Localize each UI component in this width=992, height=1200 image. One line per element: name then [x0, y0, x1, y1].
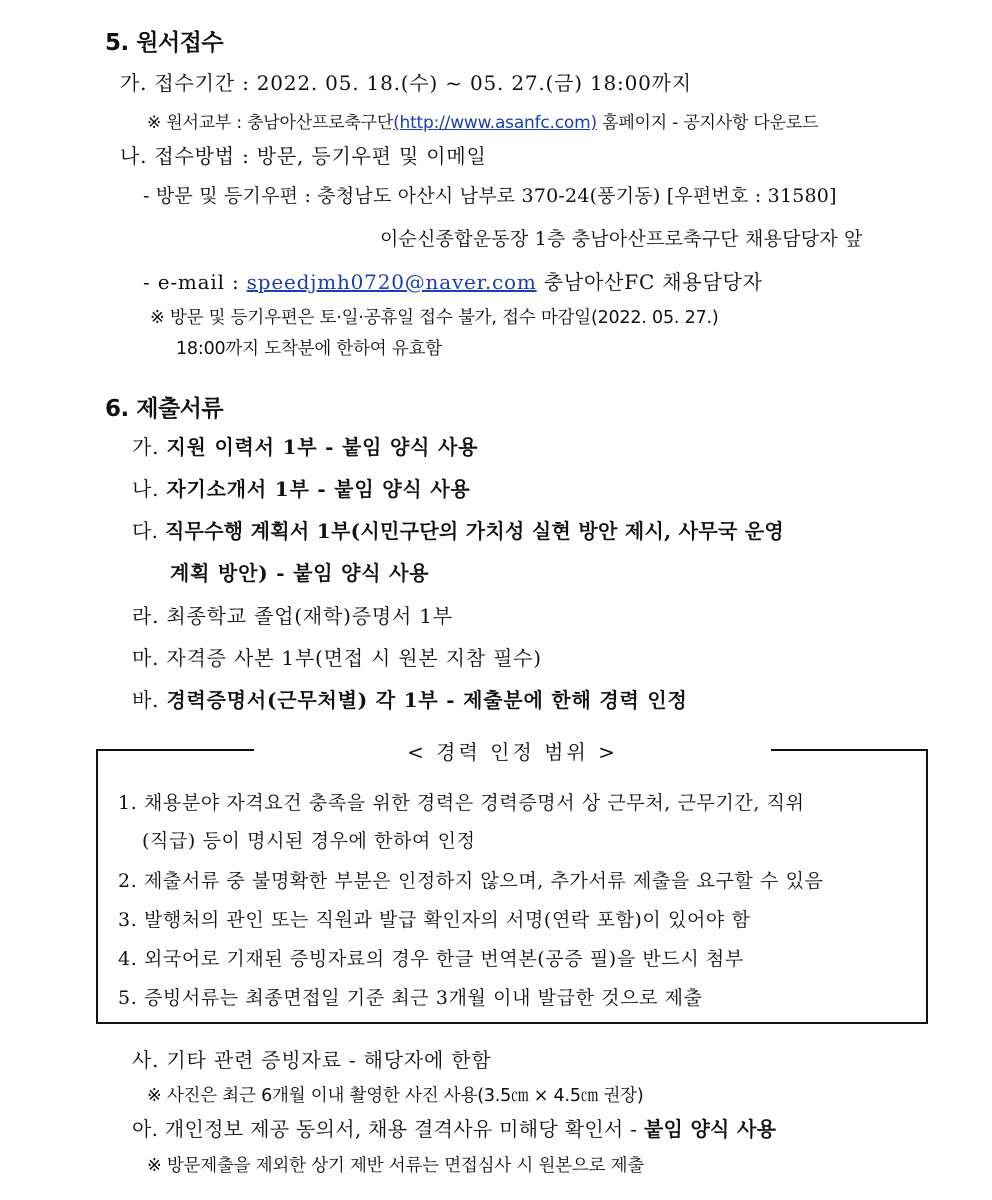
- doc-item-ra: 라. 최종학교 졸업(재학)증명서 1부: [132, 604, 453, 628]
- note-suffix: 홈페이지 - 공지사항 다운로드: [596, 113, 819, 133]
- section5-heading: 5. 원서접수: [105, 30, 224, 56]
- application-period: 가. 접수기간 : 2022. 05. 18.(수) ~ 05. 27.(금) 18:00까지: [120, 71, 692, 95]
- career-rule-1: 1. 채용분야 자격요건 충족을 위한 경력은 경력증명서 상 근무처, 근무기간, 직위: [118, 792, 805, 814]
- application-method: 나. 접수방법 : 방문, 등기우편 및 이메일: [120, 144, 487, 168]
- doc-item-da-marker: 다.: [132, 519, 165, 543]
- doc-item-na: [132, 473, 471, 502]
- career-rule-2: 2. 제출서류 중 불명확한 부분은 인정하지 않으며, 추가서류 제출을 요구할 수 있음: [118, 870, 824, 892]
- doc-item-da-text-line2: 계획 방안) - 붙임 양식 사용: [170, 561, 430, 585]
- doc-item-na-marker: 나.: [132, 477, 167, 501]
- career-rule-5: 5. 증빙서류는 최종면접일 기준 최근 3개월 이내 발급한 것으로 제출: [118, 987, 703, 1009]
- visit-note-line1: ※ 방문 및 등기우편은 토·일·공휴일 접수 불가, 접수 마감일(2022. 05. 27.): [150, 308, 719, 328]
- doc-item-da-text: 직무수행 계획서 1부(시민구단의 가치성 실현 방안 제시, 사무국 운영: [164, 519, 785, 543]
- doc-item-ba-marker: 바.: [132, 688, 167, 712]
- career-recognition-box: [96, 750, 928, 1024]
- career-rule-3: 3. 발행처의 관인 또는 직원과 발급 확인자의 서명(연락 포함)이 있어야 함: [118, 909, 751, 931]
- career-rule-1-continued: (직급) 등이 명시된 경우에 한하여 인정: [142, 830, 476, 852]
- form-distribution-note: [147, 108, 818, 133]
- visit-mail-address-line2: 이순신종합운동장 1층 충남아산프로축구단 채용담당자 앞: [380, 228, 863, 250]
- doc-item-sa: 사. 기타 관련 증빙자료 - 해당자에 한함: [132, 1048, 492, 1072]
- doc-item-na-text: 자기소개서 1부 - 붙임 양식 사용: [166, 477, 471, 501]
- doc-item-a: [132, 1113, 776, 1142]
- doc-item-ga: [132, 431, 478, 460]
- note-prefix: ※ 원서교부 : 충남아산프로축구단: [147, 113, 394, 133]
- doc-item-a-text: 아. 개인정보 제공 동의서, 채용 결격사유 미해당 확인서 -: [132, 1117, 644, 1141]
- career-rule-4: 4. 외국어로 기재된 증빙자료의 경우 한글 번역본(공증 필)을 반드시 첨부: [118, 948, 744, 970]
- doc-item-ba: [132, 684, 688, 713]
- email-line: [143, 266, 763, 295]
- asanfc-website-link[interactable]: (http://www.asanfc.com): [393, 113, 597, 133]
- visit-mail-address-line1: - 방문 및 등기우편 : 충청남도 아산시 남부로 370-24(풍기동) [우편번호 : 31580]: [143, 185, 837, 207]
- doc-item-ga-marker: 가.: [132, 435, 167, 459]
- section6-heading: 6. 제출서류: [105, 396, 224, 422]
- email-address-link[interactable]: speedjmh0720@naver.com: [246, 270, 537, 294]
- email-prefix: - e-mail :: [143, 270, 247, 294]
- doc-item-ga-text: 지원 이력서 1부 - 붙임 양식 사용: [166, 435, 479, 459]
- visit-note-line2: 18:00까지 도착분에 한하여 유효함: [176, 339, 442, 359]
- doc-item-ba-text: 경력증명서(근무처별) 각 1부 - 제출분에 한해 경력 인정: [166, 688, 688, 712]
- doc-item-a-bold: 붙임 양식 사용: [643, 1117, 777, 1141]
- doc-item-da: [132, 515, 784, 544]
- email-suffix: 충남아산FC 채용담당자: [536, 270, 763, 294]
- career-box-title: < 경력 인정 범위 >: [407, 740, 618, 764]
- final-note: ※ 방문제출을 제외한 상기 제반 서류는 면접심사 시 원본으로 제출: [147, 1156, 645, 1176]
- doc-item-ma: 마. 자격증 사본 1부(면접 시 원본 지참 필수): [132, 646, 542, 670]
- photo-note: ※ 사진은 최근 6개월 이내 촬영한 사진 사용(3.5㎝ × 4.5㎝ 권장): [147, 1086, 644, 1106]
